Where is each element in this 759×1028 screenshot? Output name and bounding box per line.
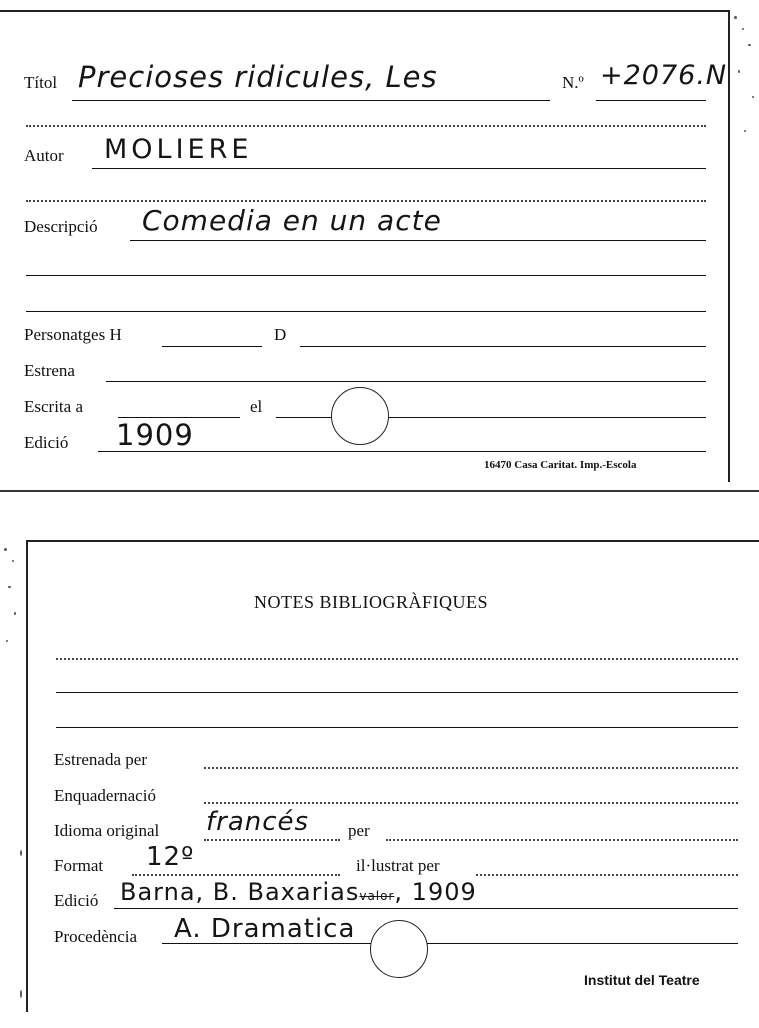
numero-label: N.º bbox=[562, 73, 584, 92]
scan-speck bbox=[752, 96, 754, 98]
scan-speck bbox=[4, 548, 7, 551]
notes-heading: NOTES BIBLIOGRÀFIQUES bbox=[254, 592, 489, 612]
numero-line bbox=[596, 100, 706, 101]
edicio-line bbox=[114, 908, 738, 909]
edicio-value: 1909 bbox=[116, 418, 194, 452]
idioma-per-line bbox=[386, 839, 738, 841]
procedencia-value: A. Dramatica bbox=[174, 914, 356, 944]
idioma-value: francés bbox=[206, 807, 310, 837]
blank-line bbox=[56, 727, 738, 728]
edicio-value-year: , 1909 bbox=[394, 878, 477, 906]
procedencia-line bbox=[162, 943, 738, 944]
edicio-value-struck: valor bbox=[359, 889, 395, 903]
format-value: 12º bbox=[146, 842, 195, 872]
idioma-per-label: per bbox=[348, 821, 370, 840]
descripcio-line bbox=[130, 240, 706, 241]
illustrat-label: il·lustrat per bbox=[356, 856, 440, 875]
titol-label: Títol bbox=[24, 73, 58, 92]
personatges-label: Personatges H bbox=[24, 325, 122, 344]
scan-speck bbox=[748, 44, 751, 46]
escrita-label: Escrita a bbox=[24, 397, 83, 416]
titol-line bbox=[72, 100, 550, 101]
edicio-value-publisher: Barna, B. Baxarias bbox=[120, 878, 360, 906]
estrena-line bbox=[106, 381, 706, 382]
card-separator bbox=[0, 490, 759, 492]
enquadernacio-line bbox=[204, 802, 738, 804]
personatges-d-label: D bbox=[274, 325, 287, 344]
scan-speck bbox=[6, 640, 8, 642]
estrenada-line bbox=[204, 767, 738, 769]
dotted-line bbox=[56, 658, 738, 660]
estrenada-label: Estrenada per bbox=[54, 750, 147, 769]
personatges-h-line bbox=[162, 346, 262, 347]
descripcio-value: Comedia en un acte bbox=[142, 204, 442, 237]
autor-label: Autor bbox=[24, 146, 64, 165]
procedencia-label: Procedència bbox=[54, 927, 138, 946]
blank-line bbox=[26, 311, 706, 312]
idioma-label: Idioma original bbox=[54, 821, 160, 840]
format-line bbox=[132, 874, 340, 876]
edicio-value bbox=[120, 878, 477, 906]
titol-value: Precioses ridicules, Les bbox=[78, 60, 438, 94]
punch-hole bbox=[370, 920, 428, 978]
institution-name: Institut del Teatre bbox=[584, 972, 700, 988]
blank-line bbox=[26, 275, 706, 276]
scan-speck bbox=[8, 586, 11, 588]
autor-value: MOLIERE bbox=[104, 134, 253, 165]
scan-speck bbox=[14, 612, 16, 615]
scan-speck bbox=[734, 16, 737, 19]
enquadernacio-label: Enquadernació bbox=[54, 786, 156, 805]
edicio-label: Edició bbox=[24, 433, 69, 452]
numero-value: +2076.N bbox=[600, 60, 728, 91]
estrena-label: Estrena bbox=[24, 361, 75, 380]
descripcio-label: Descripció bbox=[24, 217, 98, 236]
personatges-d-line bbox=[300, 346, 706, 347]
scan-speck bbox=[20, 990, 22, 998]
format-label: Format bbox=[54, 856, 104, 875]
edicio-line bbox=[98, 451, 706, 452]
scan-speck bbox=[738, 70, 740, 73]
scan-speck bbox=[742, 28, 744, 30]
escrita-el-label: el bbox=[250, 397, 263, 416]
catalog-card-back bbox=[26, 540, 759, 1012]
punch-hole bbox=[331, 387, 389, 445]
catalog-card-front bbox=[0, 10, 730, 482]
autor-line bbox=[92, 168, 706, 169]
illustrat-line bbox=[476, 874, 738, 876]
edicio-label: Edició bbox=[54, 891, 99, 910]
blank-line bbox=[56, 692, 738, 693]
idioma-line bbox=[204, 839, 340, 841]
scan-speck bbox=[12, 560, 14, 562]
scan-speck bbox=[744, 130, 746, 132]
printer-note: 16470 Casa Caritat. Imp.-Escola bbox=[484, 459, 637, 471]
dotted-line bbox=[26, 200, 706, 202]
scan-speck bbox=[20, 850, 22, 856]
dotted-line bbox=[26, 125, 706, 127]
